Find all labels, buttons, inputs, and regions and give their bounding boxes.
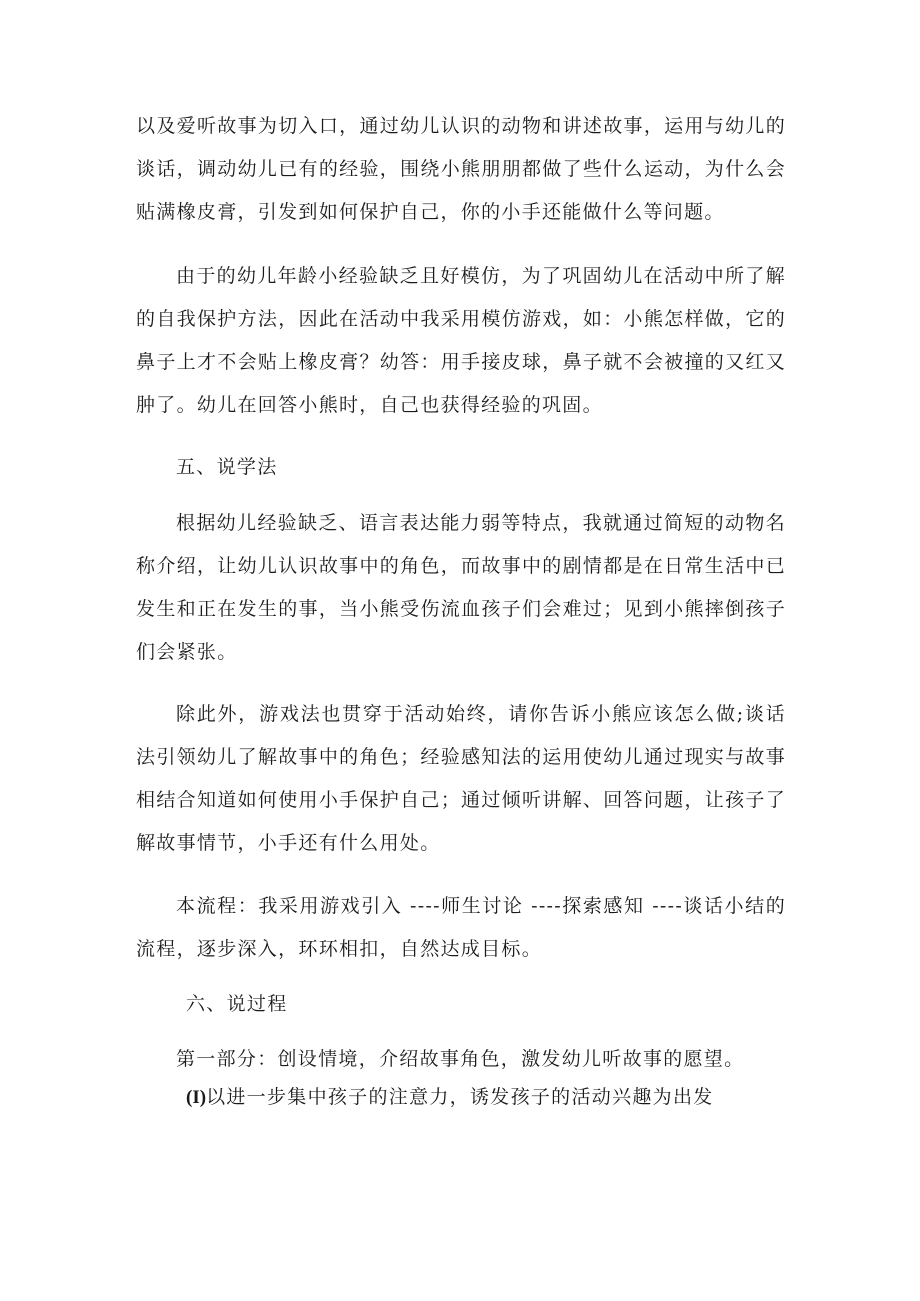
section-heading-process: 六、说过程 bbox=[186, 993, 288, 1015]
paragraph-item-one bbox=[186, 1076, 714, 1119]
item-one-text: 以进一步集中孩子的注意力，诱发孩子的活动兴趣为出发 bbox=[206, 1086, 714, 1108]
paragraph-intro-continued: 以及爱听故事为切入口，通过幼儿认识的动物和讲述故事，运用与幼儿的谈话，调动幼儿已有的经验，围绕小熊朋朋都做了些什么运动，为什么会贴满橡皮膏，引发到如何保护自己，你的小手还能做什么等问题。 bbox=[136, 115, 786, 223]
paragraph-methods-detail: 除此外，游戏法也贯穿于活动始终，请你告诉小熊应该怎么做;谈话法引领幼儿了解故事中的角色；经验感知法的运用使幼儿通过现实与故事相结合知道如何使用小手保护自己；通过倾听讲解、回答问题，让孩子了解故事情节，小手还有什么用处。 bbox=[136, 703, 786, 854]
paragraph-learning-method: 根据幼儿经验缺乏、语言表达能力弱等特点，我就通过简短的动物名称介绍，让幼儿认识故事中的角色，而故事中的剧情都是在日常生活中已发生和正在发生的事，当小熊受伤流血孩子们会难过；见到小熊摔倒孩子们会紧张。 bbox=[136, 512, 786, 663]
item-number-marker: (I) bbox=[186, 1087, 207, 1108]
paragraph-process-flow: 本流程：我采用游戏引入 ----师生讨论 ----探索感知 ----谈话小结的流程，逐步深入，环环相扣，自然达成目标。 bbox=[136, 895, 786, 960]
paragraph-imitation-game: 由于的幼儿年龄小经验缺乏且好模仿，为了巩固幼儿在活动中所了解的自我保护方法，因此在活动中我采用模仿游戏，如：小熊怎样做，它的鼻子上才不会贴上橡皮膏？幼答：用手接皮球，鼻子就不会被撞的又红又肿了。幼儿在回答小熊时，自己也获得经验的巩固。 bbox=[136, 265, 786, 416]
section-heading-learning-method: 五、说学法 bbox=[176, 456, 278, 478]
paragraph-part-one: 第一部分：创设情境，介绍故事角色，激发幼儿听故事的愿望。 bbox=[176, 1048, 745, 1070]
